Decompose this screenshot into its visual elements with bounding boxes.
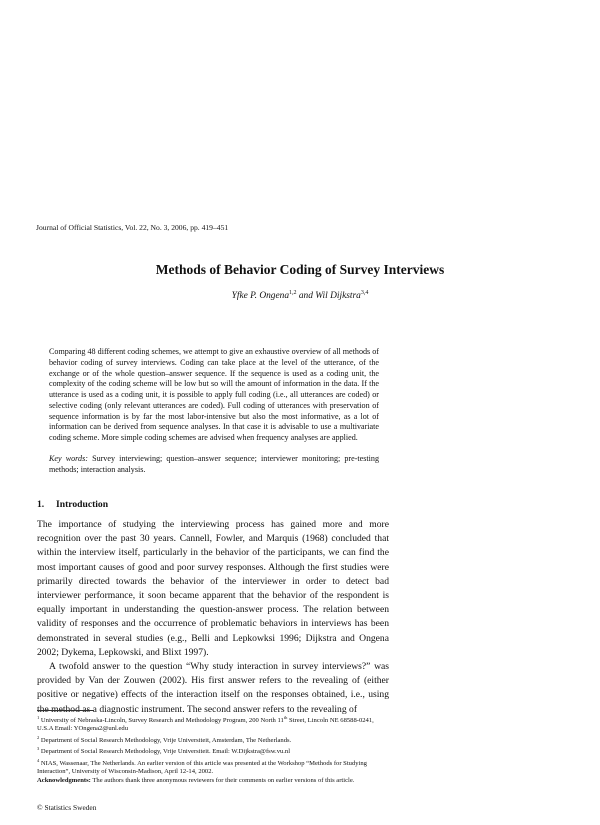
acknowledgments	[37, 777, 389, 785]
footnote-mark: 2	[37, 734, 40, 740]
paragraph: The importance of studying the interviewing process has gained more and more recognition over the past 30 years. Cannell, Fowler, and Marquis (1968) concluded that within the interview itself, particularly in the behavior of the participants, we can find the most important causes of good and poor survey responses. Although the first studies were primarily directed towards the behavior of the interviewer in order to detect bad interviewer performance, it soon became apparent that the behavior of the respondent is equally important in understanding the question-answer process. The relation between validity of responses and the occurrence of problematic behaviors in interviews has been demonstrated in several studies (e.g., Belli and Lepkowksi 1996; Dijkstra and Ongena 2002; Dykema, Lepkowski, and Blixt 1997).	[37, 519, 389, 658]
section-number: 1.	[37, 499, 45, 510]
section-title: Introduction	[56, 499, 109, 510]
journal-citation: Journal of Official Statistics, Vol. 22, No. 3, 2006, pp. 419–451	[36, 223, 229, 232]
author-line	[0, 290, 600, 301]
author-affiliation-mark: 1,2	[289, 290, 297, 296]
keywords	[49, 454, 379, 476]
body-text	[37, 518, 389, 717]
keywords-text: Survey interviewing; question–answer sequence; interviewer monitoring; pre-testing methods; interaction analysis.	[49, 454, 379, 474]
footnote-mark: 1	[37, 715, 40, 720]
footnote	[37, 745, 389, 756]
acknowledgments-label: Acknowledgments:	[37, 776, 91, 784]
author-connector: and	[296, 291, 316, 302]
ordinal-suffix: th	[283, 715, 288, 720]
footnote-divider	[37, 710, 94, 711]
footnote-text: Department of Social Research Methodology, Vrije Universiteit. Email: W.Dijkstra@fsw.vu.nl	[39, 748, 291, 756]
footnote	[37, 757, 389, 777]
footnote-text: University of Nebraska-Lincoln, Survey Research and Methodology Program, 200 North 11	[39, 717, 284, 725]
acknowledgments-text: The authors thank three anonymous reviewers for their comments on earlier versions of this article.	[90, 776, 355, 784]
footnote-text: NIAS, Wassenaar, The Netherlands. An earlier version of this article was presented at the Workshop “Methods for Studying Interaction”, University of Wisconsin-Madison, April 12-14, 2002.	[37, 759, 367, 776]
footnote-mark: 4	[37, 757, 40, 763]
paragraph: A twofold answer to the question “Why study interaction in survey interviews?” was provided by Van der Zouwen (2002). His first answer refers to the revealing of (either positive or negative) effects of the interaction itself on the responses obtained, i.e., using the method as a diagnostic instrument. The second answer refers to the revealing of	[37, 661, 389, 715]
paper-title: Methods of Behavior Coding of Survey Interviews	[155, 262, 445, 277]
footnote	[37, 734, 389, 745]
author-name: Wil Dijkstra	[315, 291, 361, 302]
section-heading	[37, 499, 108, 510]
footnote-mark: 3	[37, 746, 40, 752]
copyright: © Statistics Sweden	[37, 803, 97, 812]
abstract	[49, 347, 379, 444]
abstract-text: Comparing 48 different coding schemes, we attempt to give an exhaustive overview of all methods of behavior coding of survey interviews. Coding can take place at the level of the utterance, of the exchange or of the whole question–answer sequence. If the sequence is used as a coding unit, the complexity of the coding scheme will be low but so will the amount of information in the data. If the utterance is used as a coding unit, it is possible to apply full coding (i.e., all utterances are coded) or selective coding (only relevant utterances are coded). Full coding of utterances with preservation of sequence information is by far the most labor-intensive but also the most informative, as a lot of information can be derived from sequence analyses. In that case it is advisable to use a multivariate coding scheme. More simple coding schemes are advised when frequency analyses are applied.	[49, 347, 379, 442]
footnote-text: Department of Social Research Methodology, Vrije Universiteit, Amsterdam, The Netherlands.	[39, 736, 292, 744]
footnotes	[37, 714, 389, 785]
keywords-label: Key words:	[49, 454, 88, 463]
footnote-text: Street, Lincoln NE 68588-0241, U.S.A Email: YOngena2@unl.edu	[37, 717, 374, 733]
author-name: Yfke P. Ongena	[231, 291, 290, 302]
footnote	[37, 714, 389, 734]
author-affiliation-mark: 3,4	[360, 290, 369, 296]
